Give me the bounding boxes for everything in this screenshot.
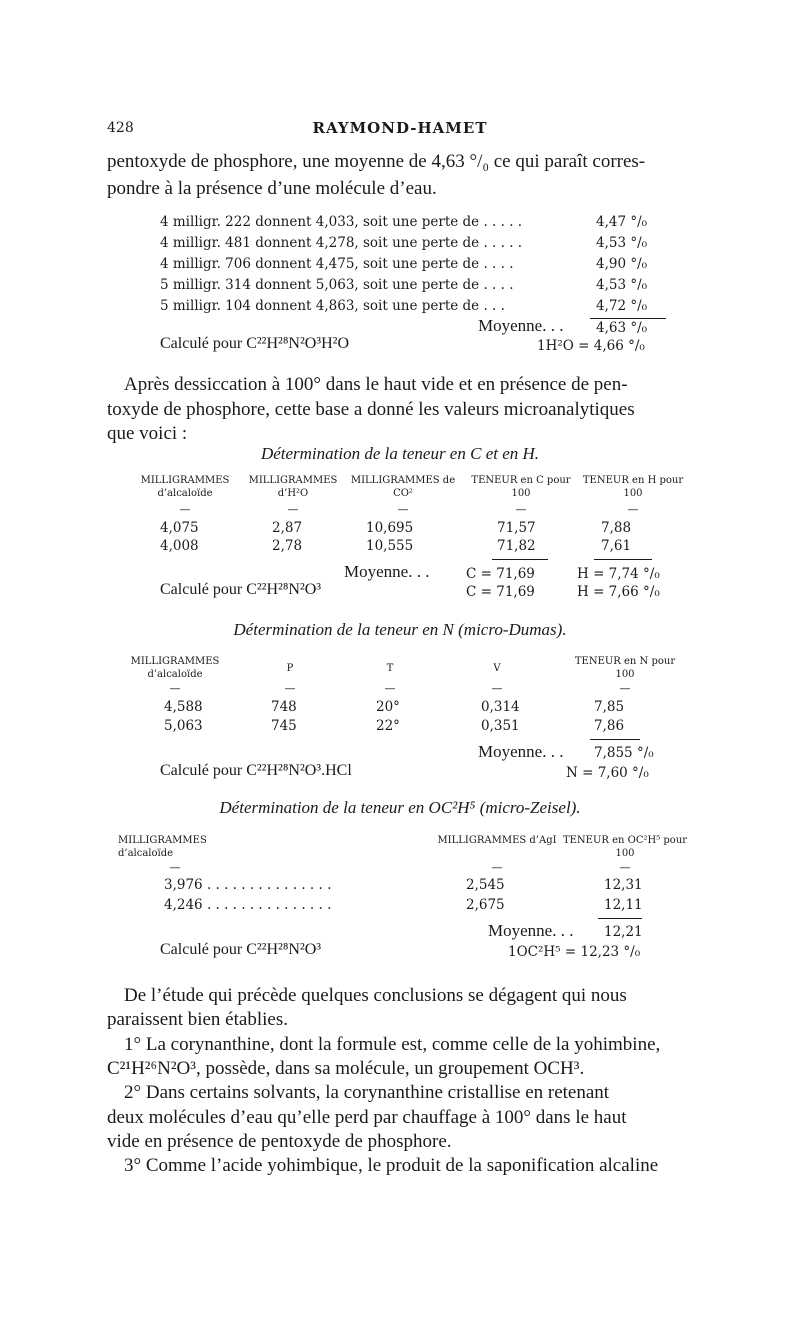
dash: —: [491, 861, 503, 874]
column-header: TENEUR en C pour 100: [471, 475, 571, 499]
table-caption: Détermination de la teneur en N (micro-Dumas).: [233, 620, 567, 639]
conclusion-line-1: De l’étude qui précède quelques conclusions se dégagent qui nous: [124, 985, 627, 1006]
dash: —: [619, 861, 631, 874]
table-caption: Détermination de la teneur en OC²H⁵ (micro-Zeisel).: [219, 798, 581, 817]
calc-value: 1H²O = 4,66 °/₀: [537, 338, 645, 354]
column-header: MILLIGRAMMES d’alcaloïde: [118, 835, 207, 859]
table-cell: 7,86: [594, 718, 625, 734]
moyenne-label: Moyenne. . .: [344, 562, 430, 581]
table-cell: 2,78: [272, 538, 303, 554]
sum-rule: [492, 559, 548, 560]
conclusion-line-8: 3° Comme l’acide yohimbique, le produit de la saponification alcaline: [124, 1155, 659, 1176]
dash: —: [169, 861, 181, 874]
calc-value: N = 7,60 °/₀: [566, 765, 649, 781]
conclusion-line-3: 1° La corynanthine, dont la formule est, comme celle de la yohimbine,: [124, 1034, 661, 1055]
dash: —: [169, 682, 181, 695]
table-cell: 2,545: [466, 877, 505, 893]
calc-h: H = 7,66 °/₀: [577, 584, 660, 600]
column-header: T: [386, 663, 394, 674]
table-cell: 7,88: [601, 520, 632, 536]
moyenne-value: 7,855 °/₀: [594, 745, 654, 761]
sum-rule: [598, 918, 642, 919]
table-cell: 12,11: [604, 897, 643, 913]
calc-label: Calculé pour C²²H²⁸N²O³: [160, 581, 322, 598]
column-header: MILLIGRAMMES d’H²O: [248, 475, 338, 499]
column-header: P: [286, 663, 294, 674]
column-header: TENEUR en N pour 100: [574, 656, 676, 680]
column-header: MILLIGRAMMES d’alcaloïde: [140, 475, 230, 499]
dash: —: [287, 503, 299, 516]
water-row-value: 4,72 °/₀: [596, 298, 648, 314]
calc-value: 1OC²H⁵ = 12,23 °/₀: [508, 944, 641, 960]
calc-label: Calculé pour C²²H²⁸N²O³: [160, 941, 322, 958]
table-cell: 4,246 . . . . . . . . . . . . . . .: [164, 897, 332, 913]
dash: —: [515, 503, 527, 516]
moyenne-value: 4,63 °/₀: [596, 320, 648, 336]
moyenne-value: 12,21: [604, 924, 643, 940]
dash: —: [619, 682, 631, 695]
table-cell: 4,008: [160, 538, 199, 554]
sum-rule: [590, 739, 640, 740]
dash: —: [384, 682, 396, 695]
table-cell: 71,57: [497, 520, 536, 536]
water-row-text: 5 milligr. 104 donnent 4,863, soit une perte de . . .: [160, 298, 505, 314]
table-cell: 2,675: [466, 897, 505, 913]
calc-label: Calculé pour C²²H²⁸N²O³.HCl: [160, 762, 352, 779]
table-cell: 2,87: [272, 520, 303, 536]
moyenne-label: Moyenne. . .: [478, 316, 564, 335]
table-cell: 0,314: [481, 699, 520, 715]
dash: —: [491, 682, 503, 695]
column-header: MILLIGRAMMES d’alcaloïde: [130, 656, 220, 680]
water-row-text: 4 milligr. 481 donnent 4,278, soit une perte de . . . . .: [160, 235, 523, 251]
intro-line-1: pentoxyde de phosphore, une moyenne de 4,63 °/₀ ce qui paraît corres-: [107, 151, 646, 172]
table-cell: 12,31: [604, 877, 643, 893]
water-row-value: 4,90 °/₀: [596, 256, 648, 272]
table-cell: 71,82: [497, 538, 536, 554]
conclusion-line-4: C²¹H²⁶N²O³, possède, dans sa molécule, un groupement OCH³.: [107, 1058, 585, 1079]
column-header: V: [493, 663, 501, 674]
column-header: TENEUR en OC²H⁵ pour 100: [562, 835, 688, 859]
table-caption: Détermination de la teneur en C et en H.: [260, 444, 540, 463]
table-cell: 4,075: [160, 520, 199, 536]
table-cell: 7,61: [601, 538, 632, 554]
sum-rule: [590, 318, 666, 319]
dash: —: [179, 503, 191, 516]
water-row-value: 4,53 °/₀: [596, 235, 648, 251]
table-cell: 7,85: [594, 699, 625, 715]
column-header: MILLIGRAMMES de CO²: [350, 475, 456, 499]
dash: —: [284, 682, 296, 695]
page-number: 428: [107, 120, 134, 136]
water-row-value: 4,47 °/₀: [596, 214, 648, 230]
water-row-value: 4,53 °/₀: [596, 277, 648, 293]
column-header: TENEUR en H pour 100: [582, 475, 684, 499]
column-header: MILLIGRAMMES d’AgI: [437, 835, 557, 846]
calc-c: C = 71,69: [466, 584, 535, 600]
table-cell: 10,695: [366, 520, 414, 536]
sum-rule: [594, 559, 652, 560]
table-cell: 748: [271, 699, 297, 715]
conclusion-line-6: deux molécules d’eau qu’elle perd par chauffage à 100° dans le haut: [107, 1107, 627, 1128]
table-cell: 5,063: [164, 718, 203, 734]
water-row-text: 4 milligr. 222 donnent 4,033, soit une perte de . . . . .: [160, 214, 523, 230]
table-cell: 745: [271, 718, 297, 734]
running-head: RAYMOND-HAMET: [312, 119, 488, 137]
moyenne-c: C = 71,69: [466, 566, 535, 582]
para2-line-1: Après dessiccation à 100° dans le haut vide et en présence de pen-: [124, 374, 628, 395]
para2-line-2: toxyde de phosphore, cette base a donné les valeurs microanalytiques: [107, 399, 635, 420]
conclusion-line-5: 2° Dans certains solvants, la corynanthine cristallise en retenant: [124, 1082, 610, 1103]
dash: —: [397, 503, 409, 516]
calc-label: Calculé pour C²²H²⁸N²O³H²O: [160, 335, 349, 352]
table-cell: 0,351: [481, 718, 520, 734]
dash: —: [627, 503, 639, 516]
conclusion-line-7: vide en présence de pentoxyde de phosphore.: [107, 1131, 452, 1152]
moyenne-label: Moyenne. . .: [478, 742, 564, 761]
moyenne-label: Moyenne. . .: [488, 921, 574, 940]
table-cell: 20°: [376, 699, 400, 715]
conclusion-line-2: paraissent bien établies.: [107, 1009, 288, 1030]
water-row-text: 5 milligr. 314 donnent 5,063, soit une perte de . . . .: [160, 277, 514, 293]
intro-line-2: pondre à la présence d’une molécule d’eau.: [107, 178, 437, 199]
water-row-text: 4 milligr. 706 donnent 4,475, soit une perte de . . . .: [160, 256, 514, 272]
para2-line-3: que voici :: [107, 423, 188, 444]
table-cell: 3,976 . . . . . . . . . . . . . . .: [164, 877, 332, 893]
table-cell: 10,555: [366, 538, 414, 554]
table-cell: 22°: [376, 718, 400, 734]
moyenne-h: H = 7,74 °/₀: [577, 566, 660, 582]
table-cell: 4,588: [164, 699, 203, 715]
